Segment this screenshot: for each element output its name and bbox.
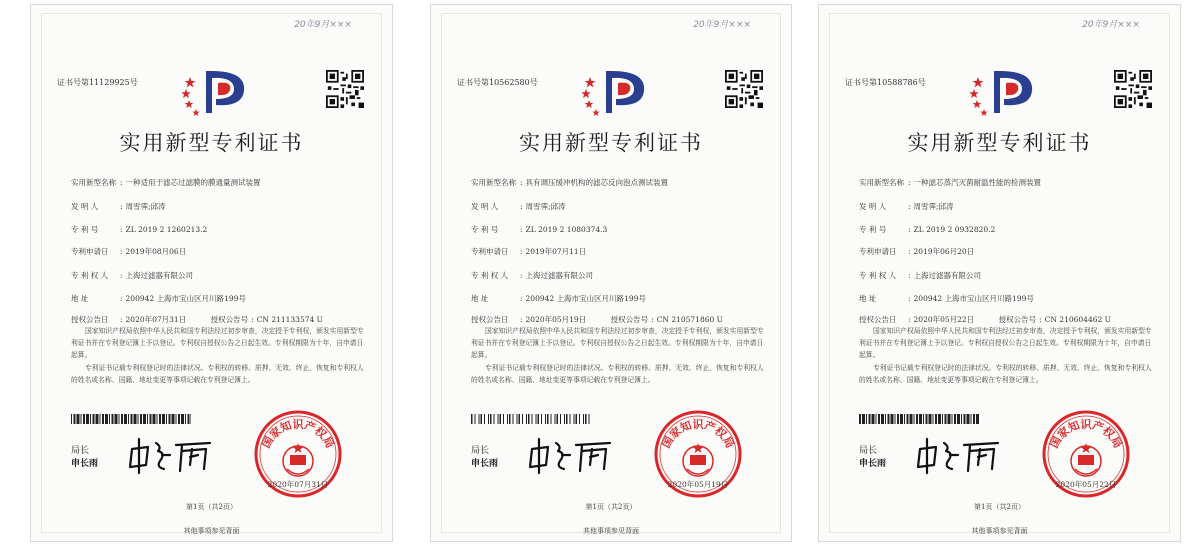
handwritten-note: 20年9月×××	[693, 20, 751, 30]
field-label: 授权公告日	[71, 315, 109, 324]
field-filing-date: 专利申请日 : 2019年07月11日	[471, 247, 587, 256]
field-value: CN 211133574 U	[256, 315, 323, 324]
note-paragraph: 国家知识产权局依照中华人民共和国专利法经过初步审查，决定授予专利权，颁发实用新型专利证书并在专利登记簿上予以登记。专利权自授权公告之日起生效。专利权期限为十年，自申请日起算。	[71, 327, 364, 359]
cnipa-logo-icon	[964, 63, 1044, 121]
barcode-icon	[859, 414, 979, 424]
certificate-notes	[71, 325, 368, 387]
seal-text: 国家知识产权局	[259, 418, 337, 451]
field-grant-date: 授权公告日 : 2020年07月31日 授权公告号 : CN 211133574 U	[71, 315, 323, 324]
field-utility-model-name: 实用新型名称 : 具有调压缓冲机构的滤芯反向泡点测试装置	[471, 178, 669, 187]
patent-certificate	[430, 4, 792, 542]
field-label: 实用新型名称	[471, 178, 516, 187]
field-label: 专利申请日	[859, 247, 897, 256]
field-label: 授权公告号	[210, 315, 249, 324]
field-value: 周雪霁;邱涛	[913, 202, 954, 211]
director-title: 局长	[859, 446, 878, 456]
field-filing-date: 专利申请日 : 2019年08月06日	[71, 247, 187, 256]
field-value: 2019年08月06日	[125, 247, 187, 256]
field-value: CN 210604462 U	[1044, 315, 1111, 324]
page-info: 第1页（共2页）	[974, 503, 1025, 511]
certificate-number: 证书号第10562580号	[457, 78, 538, 87]
seal-text: 国家知识产权局	[1047, 418, 1125, 451]
field-label: 专 利 权 人	[859, 271, 897, 280]
cnipa-logo-icon	[176, 63, 256, 121]
field-value: 2020年07月31日	[125, 315, 187, 324]
footer-note: 其他事项参见背面	[183, 527, 240, 535]
certificate-notes	[471, 325, 767, 387]
field-patentee: 专 利 权 人 : 上海过滤器有限公司	[471, 271, 594, 280]
field-value: 2020年05月22日	[913, 315, 975, 324]
handwritten-note: 20年9月×××	[294, 20, 352, 30]
field-label: 发 明 人	[859, 202, 887, 211]
field-label: 地 址	[71, 294, 89, 303]
barcode-icon	[471, 414, 591, 424]
footer-note: 其他事项参见背面	[583, 527, 639, 535]
field-value: 上海过滤器有限公司	[125, 271, 194, 280]
field-inventor: 发 明 人 : 周雪霁;邱涛	[71, 202, 166, 211]
director-block	[471, 445, 498, 471]
field-value: CN 210571860 U	[656, 315, 723, 324]
field-patentee: 专 利 权 人 : 上海过滤器有限公司	[859, 271, 982, 280]
field-label: 地 址	[471, 294, 489, 303]
field-value: 周雪霁;邱涛	[525, 202, 566, 211]
barcode-icon	[71, 414, 191, 424]
field-utility-model-name: 实用新型名称 : 一种滤芯蒸汽灭菌耐温性能的检测装置	[859, 178, 1042, 187]
director-title: 局长	[71, 446, 90, 456]
page-info: 第1页（共2页）	[186, 503, 237, 511]
field-patent-number: 专 利 号 : ZL 2019 2 1260213.2	[71, 225, 208, 234]
director-name: 申长雨	[471, 459, 499, 469]
field-filing-date: 专利申请日 : 2019年06月20日	[859, 247, 975, 256]
field-grant-date: 授权公告日 : 2020年05月22日 授权公告号 : CN 210604462 U	[859, 315, 1111, 324]
patent-certificate	[30, 4, 393, 542]
note-paragraph: 专利证书记载专利权登记时的法律状况。专利权的转移、质押、无效、终止、恢复和专利权人的姓名或名称、国籍、地址变更等事项记载在专利登记簿上。	[471, 364, 764, 384]
qr-code-icon	[1114, 70, 1152, 108]
field-value: 200942 上海市宝山区月川路199号	[913, 294, 1034, 303]
field-address: 地 址 : 200942 上海市宝山区月川路199号	[859, 294, 1034, 303]
field-value: 周雪霁;邱涛	[125, 202, 166, 211]
director-signature-icon	[914, 435, 1004, 475]
field-patentee: 专 利 权 人 : 上海过滤器有限公司	[71, 271, 194, 280]
field-utility-model-name: 实用新型名称 : 一种适用于滤芯过滤膜的膜通量测试装置	[71, 178, 261, 187]
qr-code-icon	[326, 70, 364, 108]
field-label: 专 利 号	[471, 225, 499, 234]
field-value: ZL 2019 2 0932820.2	[913, 225, 996, 234]
field-value: 2020年05月19日	[525, 315, 587, 324]
field-value: 一种滤芯蒸汽灭菌耐温性能的检测装置	[913, 178, 1042, 187]
field-label: 专利申请日	[71, 247, 109, 256]
page-info: 第1页（共2页）	[585, 503, 637, 511]
note-paragraph: 专利证书记载专利权登记时的法律状况。专利权的转移、质押、无效、终止、恢复和专利权人的姓名或名称、国籍、地址变更等事项记载在专利登记簿上。	[71, 364, 364, 384]
director-block	[859, 445, 886, 471]
field-label: 授权公告号	[998, 315, 1037, 324]
certificate-title: 实用新型专利证书	[519, 131, 703, 155]
director-title: 局长	[471, 446, 490, 456]
certificate-number: 证书号第11129925号	[57, 78, 138, 87]
field-label: 授权公告日	[471, 315, 509, 324]
handwritten-note: 20年9月×××	[1082, 20, 1140, 30]
seal-date: 2020年05月22日	[1055, 480, 1117, 489]
field-grant-date: 授权公告日 : 2020年05月19日 授权公告号 : CN 210571860 U	[471, 315, 723, 324]
field-value: 上海过滤器有限公司	[525, 271, 594, 280]
director-signature-icon	[126, 435, 216, 475]
seal-text: 国家知识产权局	[659, 418, 737, 451]
field-value: 200942 上海市宝山区月川路199号	[125, 294, 246, 303]
field-label: 实用新型名称	[71, 178, 116, 187]
field-value: 200942 上海市宝山区月川路199号	[525, 294, 646, 303]
qr-code-icon	[725, 70, 763, 108]
director-block	[71, 445, 98, 471]
certificate-number: 证书号第10588786号	[845, 78, 926, 87]
field-label: 地 址	[859, 294, 877, 303]
seal-date: 2020年07月31日	[267, 480, 329, 489]
seal-date: 2020年05月19日	[667, 480, 729, 489]
field-value: 具有调压缓冲机构的滤芯反向泡点测试装置	[525, 178, 669, 187]
certificate-title: 实用新型专利证书	[119, 131, 304, 155]
field-patent-number: 专 利 号 : ZL 2019 2 1080374.3	[471, 225, 608, 234]
field-label: 专 利 权 人	[71, 271, 109, 280]
field-label: 专利申请日	[471, 247, 509, 256]
cnipa-logo-icon	[576, 63, 656, 121]
field-label: 专 利 号	[859, 225, 887, 234]
footer-note: 其他事项参见背面	[971, 527, 1028, 535]
field-label: 发 明 人	[471, 202, 499, 211]
field-label: 发 明 人	[71, 202, 99, 211]
field-label: 专 利 权 人	[471, 271, 509, 280]
field-inventor: 发 明 人 : 周雪霁;邱涛	[471, 202, 566, 211]
director-name: 申长雨	[71, 459, 99, 469]
field-address: 地 址 : 200942 上海市宝山区月川路199号	[471, 294, 646, 303]
certificate-notes	[859, 325, 1156, 387]
note-paragraph: 国家知识产权局依照中华人民共和国专利法经过初步审查，决定授予专利权，颁发实用新型专利证书并在专利登记簿上予以登记。专利权自授权公告之日起生效。专利权期限为十年，自申请日起算。	[471, 327, 764, 359]
field-value: ZL 2019 2 1080374.3	[525, 225, 608, 234]
field-patent-number: 专 利 号 : ZL 2019 2 0932820.2	[859, 225, 996, 234]
field-inventor: 发 明 人 : 周雪霁;邱涛	[859, 202, 954, 211]
certificate-title: 实用新型专利证书	[907, 131, 1092, 155]
patent-certificate	[818, 4, 1181, 542]
director-name: 申长雨	[859, 459, 887, 469]
note-paragraph: 国家知识产权局依照中华人民共和国专利法经过初步审查，决定授予专利权，颁发实用新型专利证书并在专利登记簿上予以登记。专利权自授权公告之日起生效。专利权期限为十年，自申请日起算。	[859, 327, 1152, 359]
field-address: 地 址 : 200942 上海市宝山区月川路199号	[71, 294, 246, 303]
field-value: 2019年06月20日	[913, 247, 975, 256]
field-label: 授权公告号	[610, 315, 649, 324]
field-label: 实用新型名称	[859, 178, 904, 187]
director-signature-icon	[526, 435, 616, 475]
field-value: 一种适用于滤芯过滤膜的膜通量测试装置	[125, 178, 261, 187]
field-value: 2019年07月11日	[525, 247, 587, 256]
field-value: 上海过滤器有限公司	[913, 271, 982, 280]
field-label: 授权公告日	[859, 315, 897, 324]
note-paragraph: 专利证书记载专利权登记时的法律状况。专利权的转移、质押、无效、终止、恢复和专利权人的姓名或名称、国籍、地址变更等事项记载在专利登记簿上。	[859, 364, 1152, 384]
field-label: 专 利 号	[71, 225, 99, 234]
field-value: ZL 2019 2 1260213.2	[125, 225, 208, 234]
